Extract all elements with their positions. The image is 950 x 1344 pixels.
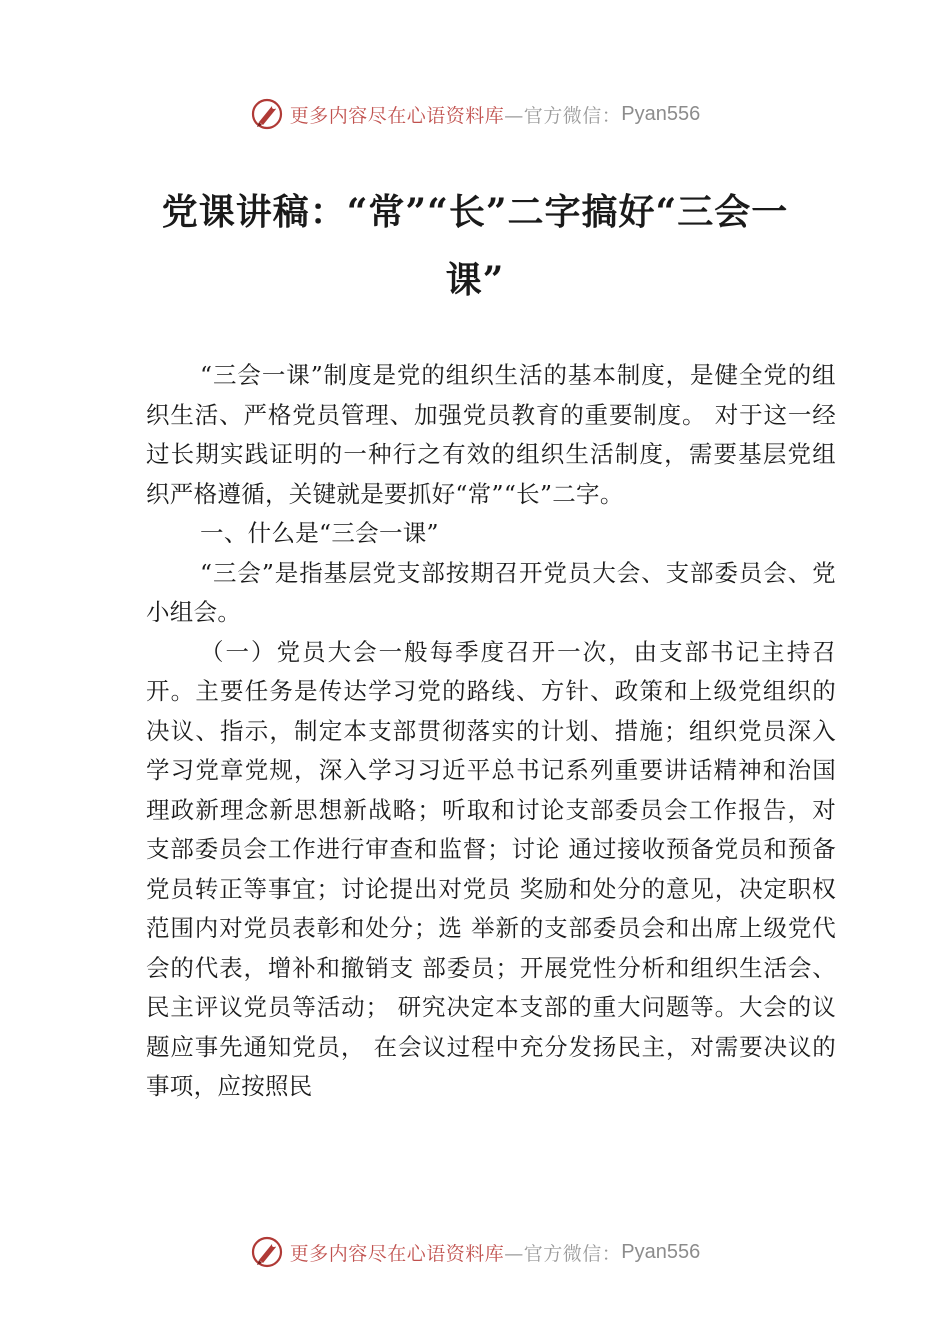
body-paragraph: （一）党员大会一般每季度召开一次，由支部书记主持召开。主要任务是传达学习党的路线、方针、政策和上级党组织的决议、指示，制定本支部贯彻落实的计划、措施；组织党员深入学习党章党规，深入学习习近平总书记系列重要讲话精神和治国理政新理念新思想新战略；听取和讨论支部委员会工作报告，对支部委员会工作进行审查和监督；讨论 通过接收预备党员和预备党员转正等事宜；讨论提出对党员 奖励和处分的意见，决定职权范围内对党员表彰和处分；选 举新的支部委员会和出席上级党代会的代表，增补和撤销支 部委员；开展党性分析和组织生活会、民主评议党员等活动； 研究决定本支部的重大问题等。大会的议题应事先通知党员， 在会议过程中充分发扬民主，对需要决议的事项，应按照民: [146, 637, 836, 1100]
body-paragraph: “三会一课”制度是党的组织生活的基本制度，是健全党的组织生活、严格党员管理、加强党员教育的重要制度。 对于这一经过长期实践证明的一种行之有效的组织生活制度，需要基层党组织严格遵循，关键就是要抓好“常”“长”二字。: [146, 361, 836, 508]
banner-wechat-id: Pyan556: [621, 102, 701, 125]
section-heading: 一、什么是“三会一课”: [200, 519, 439, 547]
banner-contact-label: —官方微信：: [504, 1242, 622, 1265]
footer-banner: [0, 1232, 950, 1272]
document-title: 党课讲稿：“常”“长”二字搞好“三会一课”: [161, 191, 789, 301]
banner-site-text: 更多内容尽在心语资料库: [289, 104, 505, 127]
banner-contact-label: —官方微信：: [504, 104, 622, 127]
banner-site-text: 更多内容尽在心语资料库: [289, 1242, 505, 1265]
document-body: [146, 356, 836, 1107]
pen-logo-icon: [250, 1235, 284, 1269]
header-banner: [0, 94, 950, 134]
pen-logo-icon: [250, 97, 284, 131]
body-paragraph: “三会”是指基层党支部按期召开党员大会、支部委员会、党小组会。: [146, 558, 836, 626]
banner-wechat-id: Pyan556: [621, 1240, 701, 1263]
